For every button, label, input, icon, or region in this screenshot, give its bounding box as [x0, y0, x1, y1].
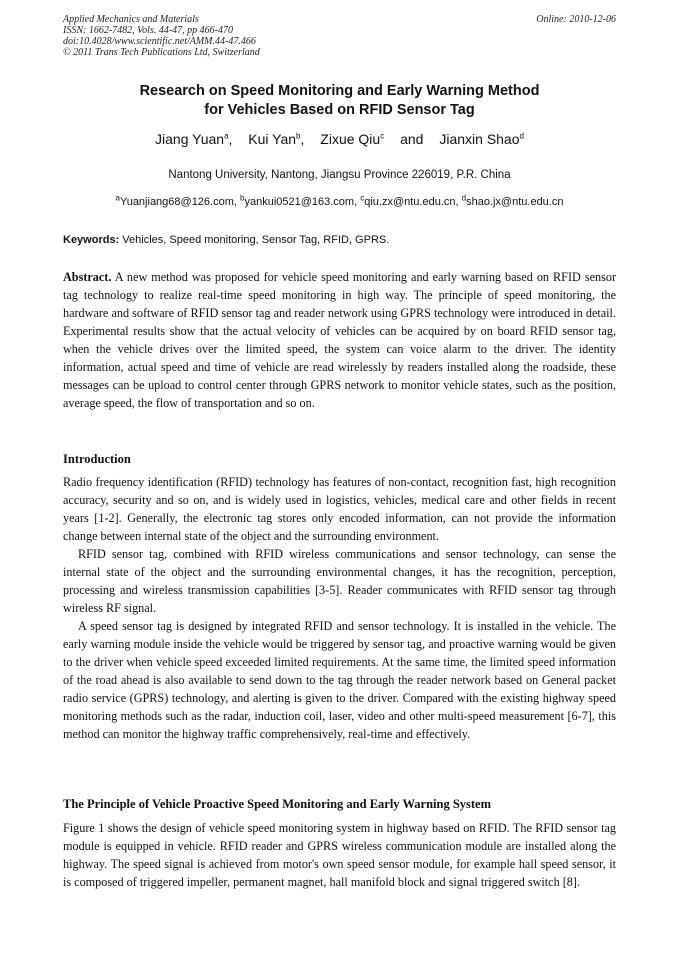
author-name: Zixue Qiu [320, 131, 381, 147]
section-heading-principle: The Principle of Vehicle Proactive Speed Monitoring and Early Warning System [63, 797, 492, 811]
author-sup: d [519, 131, 524, 141]
journal-header [63, 14, 616, 58]
email-sup: b [240, 193, 245, 203]
paragraph: Radio frequency identification (RFID) technology has features of non-contact, recognition fast, high recognition accuracy, security and so on, and is widely used in logistics, vehicles, medical care and other fields in recent years [1-2]. Generally, the electronic tag stores only encoded information, can not provide the information change between internal state of the object and the surrounding environment. [63, 475, 616, 543]
keywords-label: Keywords: [63, 234, 120, 246]
email-address: yankui0521@163.com [244, 196, 355, 208]
paragraph: A speed sensor tag is designed by integrated RFID and sensor technology. It is installed in the vehicle. The early warning module inside the vehicle would be triggered by sensor tag, and proactive warning would be given to the driver when vehicle speed exceeded limited requirements. At the same time, the limited speed information of the road ahead is also available to send down to the tag through the reader network based on General packet radio service (GPRS) technology, and alerting is given to the driver. Compared with the existing highway speed monitoring methods such as the radar, induction coil, laser, video and other multi-speed measurement [6-7], this method can monitor the highway traffic comprehensively, real-time and effectively. [63, 619, 616, 741]
author-name: Kui Yan [248, 131, 297, 147]
author-name: Jianxin Shao [439, 131, 520, 147]
principle-body [63, 819, 616, 891]
paper-title [63, 82, 616, 120]
affiliation: Nantong University, Nantong, Jiangsu Province 226019, P.R. China [168, 169, 511, 181]
email-address: qiu.zx@ntu.edu.cn [364, 196, 456, 208]
online-date: Online: 2010-12-06 [536, 14, 616, 25]
email-sup: d [461, 193, 467, 203]
keywords [63, 233, 616, 247]
email-address: shao.jx@ntu.edu.cn [466, 196, 564, 208]
section-heading-introduction: Introduction [63, 452, 131, 466]
author-sup: b [296, 131, 301, 141]
paragraph: Figure 1 shows the design of vehicle speed monitoring system in highway based on RFID. The RFID sensor tag module is equipped in vehicle. RFID reader and GPRS wireless communication module are installed along the highway. The speed signal is achieved from motor's own speed sensor module, for example hall speed sensor, it is composed of triggered impeller, permanent magnet, hall manifold block and signal triggered switch [8]. [63, 821, 616, 889]
author-sup: c [380, 131, 385, 141]
doi-line: doi:10.4028/www.scientific.net/AMM.44-47.466 [63, 36, 256, 47]
author-sup: a [224, 131, 229, 141]
author-list: Jiang Yuan$^a$, Kui Yan$^b$, Zixue Qiu$^c$ and Jianxin Shao$^d$ [155, 131, 524, 147]
journal-name: Applied Mechanics and Materials [63, 14, 199, 25]
title-line-2: for Vehicles Based on RFID Sensor Tag [204, 102, 475, 118]
abstract-label: Abstract. [63, 270, 112, 284]
paragraph: RFID sensor tag, combined with RFID wireless communications and sensor technology, can sense the internal state of the object and the surrounding environmental changes, it has the recognition, perception, processing and wireless transmission capabilities [3-5]. Reader communicates with RFID sensor tag through wireless RF signal. [63, 547, 616, 615]
title-line-1: Research on Speed Monitoring and Early Warning Method [139, 83, 540, 99]
introduction-body [63, 473, 616, 743]
copyright-line: © 2011 Trans Tech Publications Ltd, Switzerland [63, 47, 260, 58]
author-name: Jiang Yuan [155, 131, 225, 147]
email-address: Yuanjiang68@126.com [119, 196, 234, 208]
abstract-text: A new method was proposed for vehicle speed monitoring and early warning based on RFID sensor tag technology to realize real-time speed monitoring in high way. The principle of speed monitoring, the hardware and software of RFID sensor tag and reader network using GPRS technology were introduced in detail. Experimental results show that the actual velocity of vehicles can be acquired by on board RFID sensor tag, when the vehicle drives over the limited speed, the system can voice alarm to the driver. The identity information, actual speed and time of vehicle are read wirelessly by readers installed along the roadside, these messages can be upload to control center through GPRS network to monitor vehicle states, such as the position, average speed, the flow of transportation and so on. [63, 270, 616, 410]
issn-line: ISSN: 1662-7482, Vols. 44-47, pp 466-470 [63, 25, 233, 36]
author-conjunction: and [400, 131, 424, 147]
email-sup: a [115, 193, 120, 203]
abstract [63, 268, 616, 412]
email-list: $^a$Yuanjiang68@126.com, $^b$yankui0521@163.com, $^c$qiu.zx@ntu.edu.cn, $^d$shao.jx@ntu.edu.cn [115, 193, 564, 208]
email-sup: c [360, 193, 365, 203]
keywords-text: Vehicles, Speed monitoring, Sensor Tag, RFID, GPRS. [119, 234, 390, 246]
